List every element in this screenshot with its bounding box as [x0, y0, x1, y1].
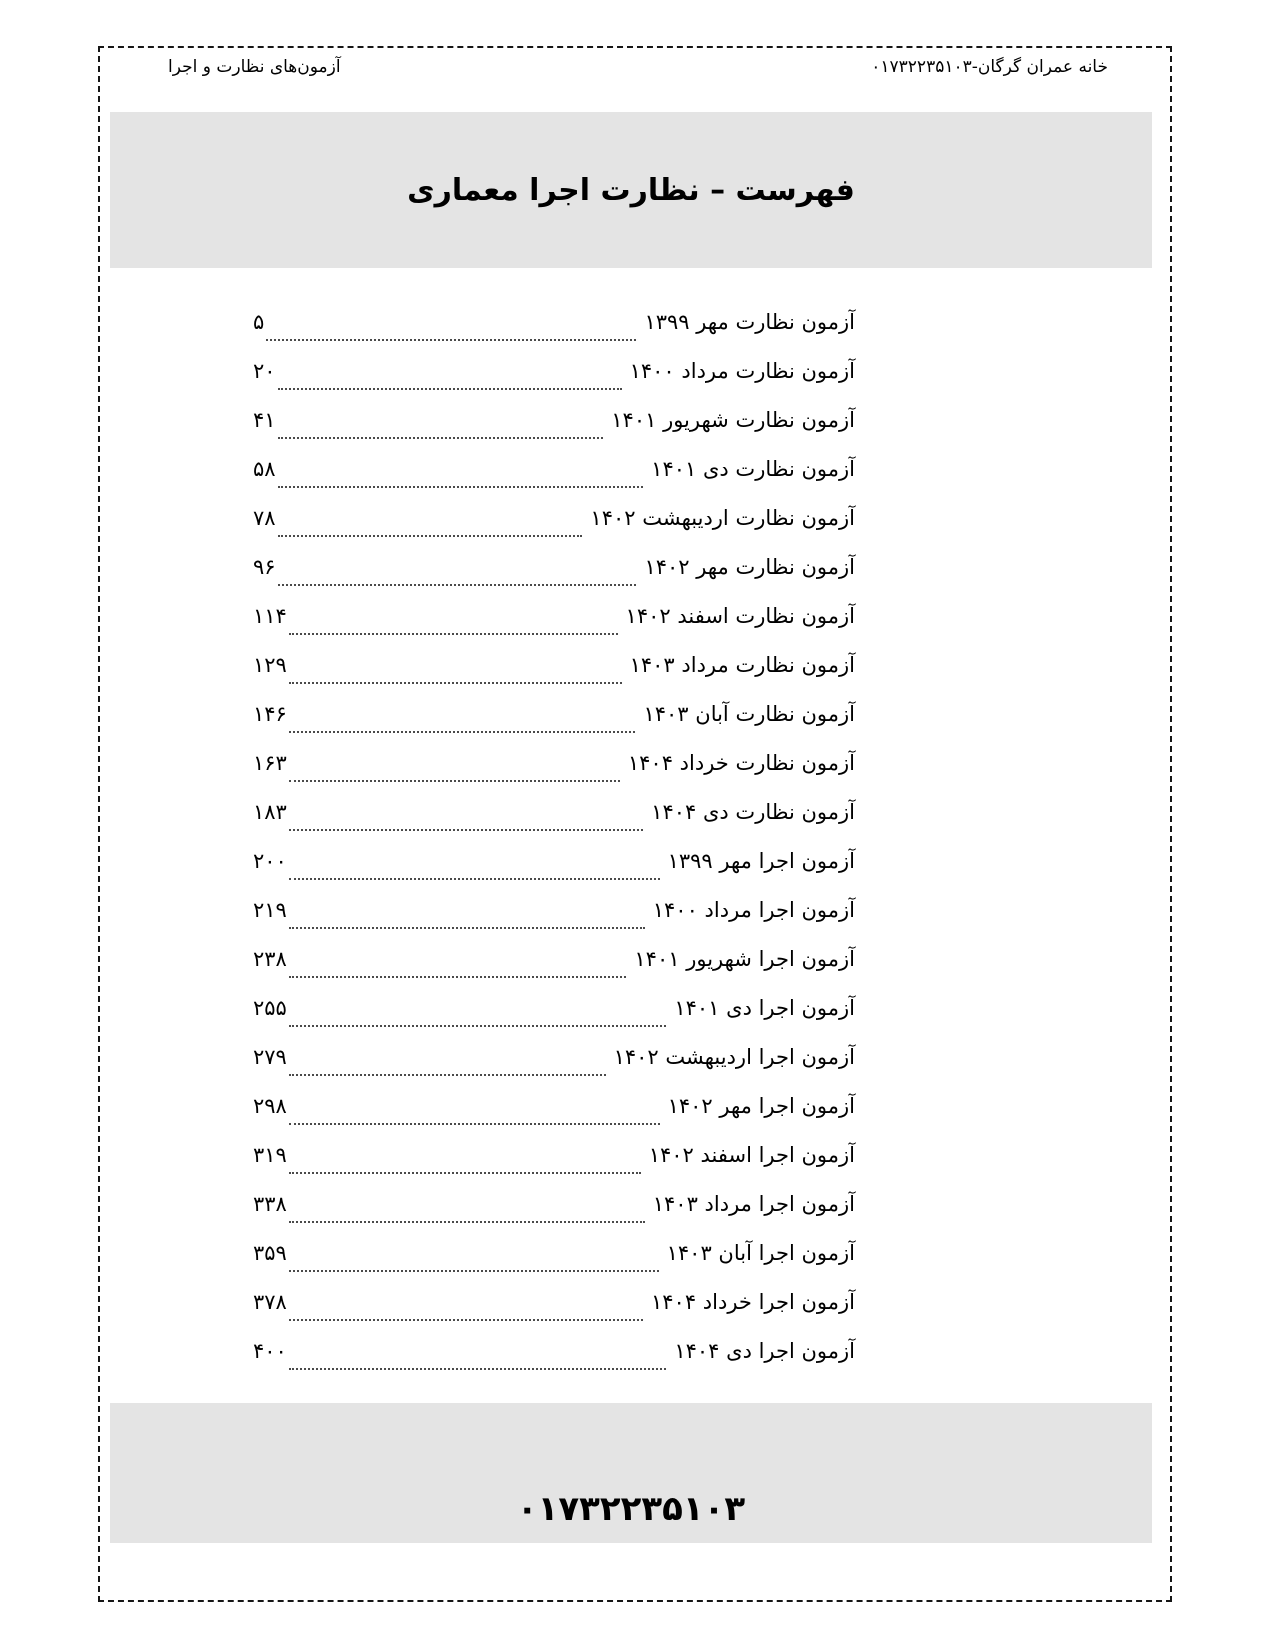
toc-entry-label: آزمون اجرا دی ۱۴۰۴ [674, 1339, 855, 1363]
toc-dot-leader [289, 1221, 645, 1223]
toc-entry [253, 347, 855, 396]
toc-entry-label: آزمون اجرا اسفند ۱۴۰۲ [648, 1143, 855, 1167]
toc-entry-page-number: ۲۱۹ [253, 898, 287, 922]
toc-entry-page-number: ۱۶۳ [253, 751, 287, 775]
toc-entry [253, 1327, 855, 1376]
toc-entry-page-number: ۵۸ [253, 457, 276, 481]
toc-entry [253, 788, 855, 837]
toc-entry-page-number: ۱۱۴ [253, 604, 287, 628]
toc-entry-page-number: ۹۶ [253, 555, 276, 579]
toc-entry [253, 984, 855, 1033]
page-header [100, 53, 1170, 81]
toc-entry-label: آزمون اجرا دی ۱۴۰۱ [674, 996, 855, 1020]
toc-entry [253, 396, 855, 445]
toc-entry-label: آزمون اجرا شهریور ۱۴۰۱ [634, 947, 855, 971]
footer-phone-number: ۰۱۷۳۲۲۳۵۱۰۳ [516, 1489, 746, 1529]
toc-entry [253, 739, 855, 788]
toc-entry-label: آزمون نظارت مهر ۱۳۹۹ [644, 310, 855, 334]
toc-dot-leader [278, 437, 604, 439]
toc-entry-page-number: ۳۳۸ [253, 1192, 287, 1216]
toc-entry-label: آزمون نظارت دی ۱۴۰۴ [651, 800, 855, 824]
toc-dot-leader [278, 388, 622, 390]
page-border [98, 46, 1172, 1602]
toc-entry [253, 592, 855, 641]
toc-dot-leader [289, 682, 622, 684]
toc-dot-leader [289, 1319, 643, 1321]
toc-dot-leader [289, 1270, 659, 1272]
toc-entry-label: آزمون اجرا خرداد ۱۴۰۴ [651, 1290, 855, 1314]
toc-dot-leader [266, 339, 636, 341]
toc-entry-page-number: ۱۸۳ [253, 800, 287, 824]
toc-entry-label: آزمون نظارت مهر ۱۴۰۲ [644, 555, 855, 579]
toc-dot-leader [289, 780, 620, 782]
toc-entry-label: آزمون اجرا مرداد ۱۴۰۳ [652, 1192, 855, 1216]
toc-dot-leader [289, 731, 636, 733]
title-block [110, 112, 1152, 268]
toc-entry-label: آزمون اجرا آبان ۱۴۰۳ [666, 1241, 855, 1265]
toc-entry [253, 935, 855, 984]
toc-entry-page-number: ۲۵۵ [253, 996, 287, 1020]
toc-entry-page-number: ۳۵۹ [253, 1241, 287, 1265]
toc-entry-label: آزمون نظارت مرداد ۱۴۰۳ [629, 653, 855, 677]
toc-entry [253, 445, 855, 494]
toc-entry-label: آزمون اجرا اردیبهشت ۱۴۰۲ [613, 1045, 855, 1069]
toc-entry-page-number: ۱۲۹ [253, 653, 287, 677]
toc-entry-page-number: ۲۰ [253, 359, 276, 383]
toc-entry-label: آزمون نظارت آبان ۱۴۰۳ [643, 702, 855, 726]
toc-entry-label: آزمون نظارت اردیبهشت ۱۴۰۲ [590, 506, 855, 530]
toc-dot-leader [278, 584, 637, 586]
toc-entry-page-number: ۲۷۹ [253, 1045, 287, 1069]
toc-entry-label: آزمون نظارت شهریور ۱۴۰۱ [611, 408, 855, 432]
toc-entry-page-number: ۴۱ [253, 408, 276, 432]
toc-dot-leader [289, 927, 645, 929]
page-title: فهرست – نظارت اجرا معماری [407, 172, 855, 208]
toc-dot-leader [289, 976, 627, 978]
footer-block [110, 1403, 1152, 1543]
toc-entry-page-number: ۲۳۸ [253, 947, 287, 971]
toc-dot-leader [289, 1025, 666, 1027]
header-document-name: آزمون‌های نظارت و اجرا [168, 57, 341, 77]
toc-dot-leader [289, 1368, 666, 1370]
toc-entry-page-number: ۲۰۰ [253, 849, 287, 873]
toc-dot-leader [289, 1074, 606, 1076]
toc-dot-leader [289, 1123, 660, 1125]
toc-dot-leader [278, 486, 644, 488]
toc-entry-label: آزمون نظارت دی ۱۴۰۱ [651, 457, 855, 481]
toc-entry [253, 641, 855, 690]
toc-dot-leader [289, 1172, 641, 1174]
toc-entry-page-number: ۱۴۶ [253, 702, 287, 726]
toc-dot-leader [289, 633, 618, 635]
toc-entry [253, 543, 855, 592]
toc-entry-page-number: ۳۱۹ [253, 1143, 287, 1167]
toc-entry-page-number: ۵ [253, 310, 265, 334]
toc-entry-label: آزمون نظارت اسفند ۱۴۰۲ [625, 604, 855, 628]
toc-entry-label: آزمون نظارت خرداد ۱۴۰۴ [627, 751, 855, 775]
toc-entry [253, 1180, 855, 1229]
toc-dot-leader [278, 535, 583, 537]
toc-entry-label: آزمون اجرا مهر ۱۳۹۹ [667, 849, 855, 873]
toc-entry [253, 1229, 855, 1278]
toc-entry-page-number: ۴۰۰ [253, 1339, 287, 1363]
toc-entry [253, 1278, 855, 1327]
toc-entry [253, 494, 855, 543]
toc-entry [253, 690, 855, 739]
toc-entry [253, 298, 855, 347]
toc-dot-leader [289, 829, 643, 831]
table-of-contents [253, 298, 855, 1376]
toc-entry-label: آزمون اجرا مرداد ۱۴۰۰ [652, 898, 855, 922]
toc-entry-page-number: ۲۹۸ [253, 1094, 287, 1118]
toc-entry [253, 1033, 855, 1082]
toc-entry [253, 1082, 855, 1131]
toc-entry [253, 837, 855, 886]
toc-entry-page-number: ۷۸ [253, 506, 276, 530]
toc-dot-leader [289, 878, 660, 880]
toc-entry-page-number: ۳۷۸ [253, 1290, 287, 1314]
toc-entry-label: آزمون نظارت مرداد ۱۴۰۰ [629, 359, 855, 383]
toc-entry [253, 1131, 855, 1180]
toc-entry [253, 886, 855, 935]
toc-entry-label: آزمون اجرا مهر ۱۴۰۲ [667, 1094, 855, 1118]
header-organization: خانه عمران گرگان-۰۱۷۳۲۲۳۵۱۰۳ [871, 57, 1108, 77]
